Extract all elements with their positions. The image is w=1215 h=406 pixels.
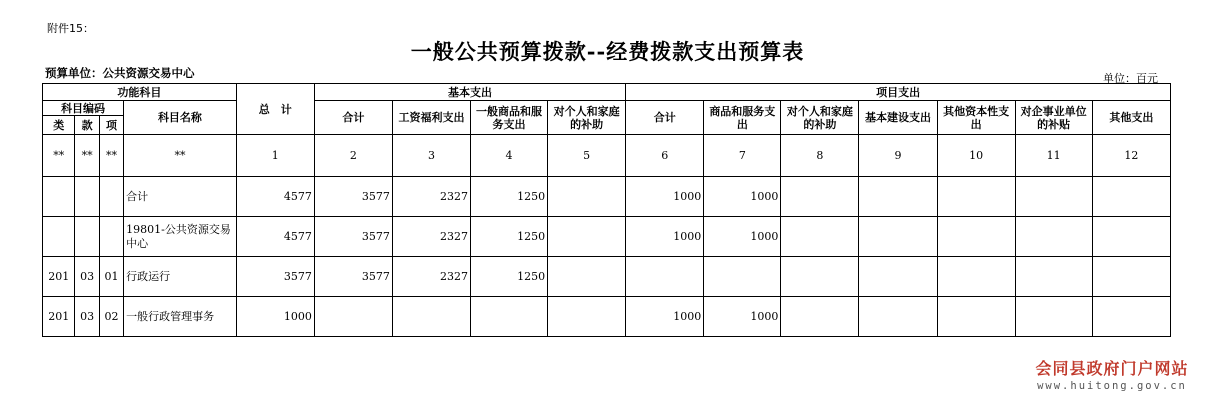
header-basic-sum: 合计 [314, 101, 392, 135]
cell-basic-wage: 2327 [392, 177, 470, 217]
cell-kuan: 03 [75, 257, 99, 297]
table-row [43, 257, 1171, 297]
cell-basic-wage [392, 297, 470, 337]
header-project-goods: 商品和服务支出 [704, 101, 781, 135]
cell-subject-name: 19801-公共资源交易中心 [124, 217, 237, 257]
index-cell: 9 [859, 135, 937, 177]
cell-kuan [75, 177, 99, 217]
header-basic-wage: 工资福利支出 [392, 101, 470, 135]
cell-basic-sum: 3577 [314, 257, 392, 297]
amount-unit-label: 单位： [1103, 72, 1136, 85]
header-lei: 类 [43, 116, 75, 135]
index-row [43, 135, 1171, 177]
index-cell: 11 [1015, 135, 1092, 177]
cell-total: 4577 [236, 217, 314, 257]
header-subject-code: 科目编码 [43, 101, 124, 116]
header-total: 总 计 [236, 84, 314, 135]
header-project-sum: 合计 [626, 101, 704, 135]
cell-project-capital [937, 177, 1015, 217]
cell-kuan [75, 217, 99, 257]
table-row [43, 217, 1171, 257]
index-cell: ** [43, 135, 75, 177]
index-cell: 5 [548, 135, 626, 177]
index-cell: 12 [1092, 135, 1170, 177]
budget-unit: 预算单位：公共资源交易中心 [45, 66, 195, 80]
cell-project-sum: 1000 [626, 297, 704, 337]
cell-basic-goods [471, 297, 548, 337]
cell-subject-name: 行政运行 [124, 257, 237, 297]
header-subject-name: 科目名称 [124, 101, 237, 135]
cell-project-personal [781, 297, 859, 337]
cell-project-goods: 1000 [704, 177, 781, 217]
cell-lei [43, 217, 75, 257]
cell-project-subsidy [1015, 217, 1092, 257]
cell-project-build [859, 257, 937, 297]
cell-project-subsidy [1015, 297, 1092, 337]
header-basic-goods: 一般商品和服务支出 [471, 101, 548, 135]
cell-lei: 201 [43, 257, 75, 297]
cell-lei [43, 177, 75, 217]
index-cell: 1 [236, 135, 314, 177]
cell-project-capital [937, 217, 1015, 257]
index-cell: 3 [392, 135, 470, 177]
cell-project-capital [937, 257, 1015, 297]
page-title: 一般公共预算拨款--经费拨款支出预算表 [410, 39, 805, 64]
cell-subject-name: 一般行政管理事务 [124, 297, 237, 337]
cell-project-personal [781, 177, 859, 217]
header-kuan: 款 [75, 116, 99, 135]
cell-project-sum: 1000 [626, 177, 704, 217]
header-project-subsidy: 对企事业单位的补贴 [1015, 101, 1092, 135]
cell-project-personal [781, 217, 859, 257]
cell-basic-personal [548, 177, 626, 217]
cell-project-goods: 1000 [704, 297, 781, 337]
cell-project-other [1092, 257, 1170, 297]
cell-project-other [1092, 297, 1170, 337]
index-cell: ** [124, 135, 237, 177]
cell-xiang: 01 [99, 257, 123, 297]
cell-total: 4577 [236, 177, 314, 217]
cell-kuan: 03 [75, 297, 99, 337]
header-project: 项目支出 [626, 84, 1171, 101]
cell-total: 1000 [236, 297, 314, 337]
index-cell: 7 [704, 135, 781, 177]
cell-basic-goods: 1250 [471, 177, 548, 217]
cell-project-goods [704, 257, 781, 297]
cell-project-other [1092, 217, 1170, 257]
cell-project-subsidy [1015, 177, 1092, 217]
table-row [43, 177, 1171, 217]
attachment-label: 附件15： [47, 22, 94, 35]
header-func-subject: 功能科目 [43, 84, 237, 101]
cell-project-capital [937, 297, 1015, 337]
index-cell: 2 [314, 135, 392, 177]
header-basic: 基本支出 [314, 84, 625, 101]
cell-project-build [859, 297, 937, 337]
cell-xiang [99, 217, 123, 257]
cell-project-goods: 1000 [704, 217, 781, 257]
cell-xiang [99, 177, 123, 217]
cell-project-sum: 1000 [626, 217, 704, 257]
watermark-site-name: 会同县政府门户网站 [1035, 359, 1189, 378]
index-cell: ** [75, 135, 99, 177]
cell-project-build [859, 177, 937, 217]
cell-basic-personal [548, 217, 626, 257]
watermark-url: www.huitong.gov.cn [1037, 380, 1187, 392]
cell-lei: 201 [43, 297, 75, 337]
cell-xiang: 02 [99, 297, 123, 337]
header-project-personal: 对个人和家庭的补助 [781, 101, 859, 135]
cell-subject-name: 合计 [124, 177, 237, 217]
cell-basic-goods: 1250 [471, 257, 548, 297]
header-project-capital: 其他资本性支出 [937, 101, 1015, 135]
cell-project-build [859, 217, 937, 257]
header-basic-personal: 对个人和家庭的补助 [548, 101, 626, 135]
cell-project-subsidy [1015, 257, 1092, 297]
cell-basic-sum: 3577 [314, 177, 392, 217]
table-row [43, 297, 1171, 337]
budget-table [42, 83, 1171, 337]
cell-project-sum [626, 257, 704, 297]
index-cell: 4 [471, 135, 548, 177]
index-cell: ** [99, 135, 123, 177]
site-watermark [1022, 356, 1202, 392]
cell-project-other [1092, 177, 1170, 217]
cell-basic-sum: 3577 [314, 217, 392, 257]
table-header [43, 84, 1171, 135]
index-cell: 6 [626, 135, 704, 177]
index-cell: 8 [781, 135, 859, 177]
header-project-build: 基本建设支出 [859, 101, 937, 135]
cell-basic-personal [548, 257, 626, 297]
index-cell: 10 [937, 135, 1015, 177]
cell-basic-wage: 2327 [392, 257, 470, 297]
cell-total: 3577 [236, 257, 314, 297]
cell-basic-personal [548, 297, 626, 337]
cell-basic-wage: 2327 [392, 217, 470, 257]
amount-unit-value: 百元 [1136, 72, 1158, 85]
header-xiang: 项 [99, 116, 123, 135]
cell-basic-goods: 1250 [471, 217, 548, 257]
cell-project-personal [781, 257, 859, 297]
cell-basic-sum [314, 297, 392, 337]
header-project-other: 其他支出 [1092, 101, 1170, 135]
